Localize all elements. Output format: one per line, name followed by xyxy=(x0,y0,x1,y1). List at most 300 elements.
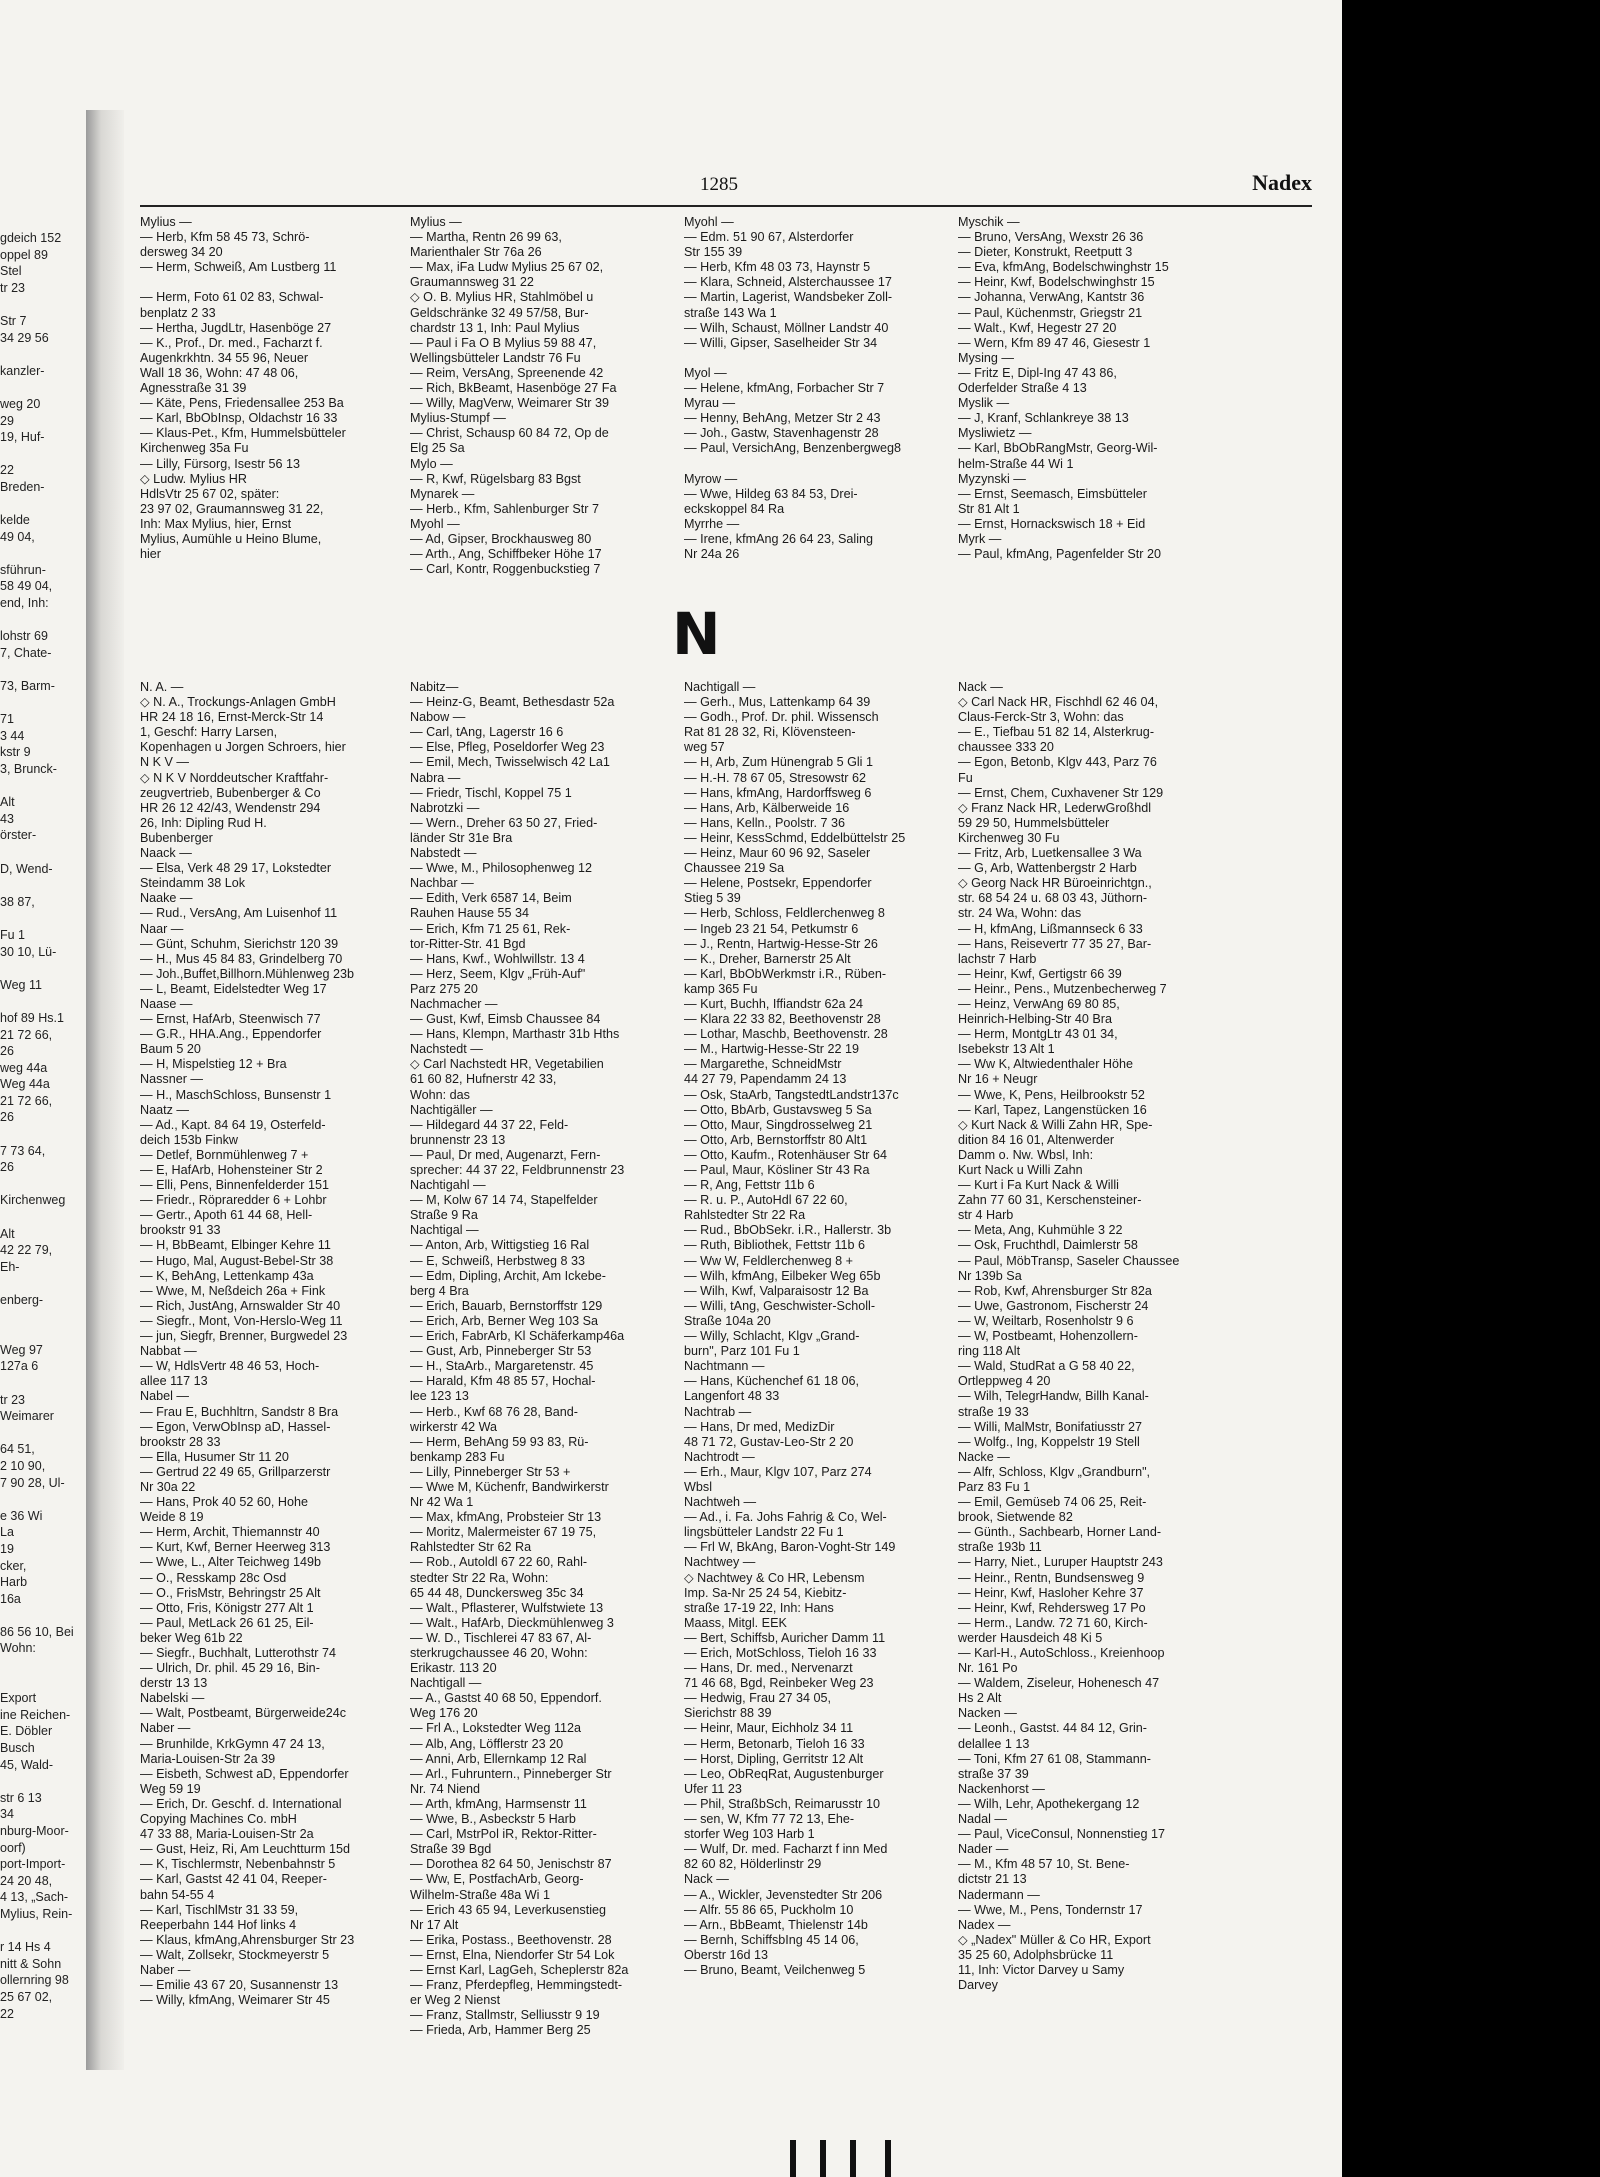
directory-entry-line: — Hans, kfmAng, Hardorffsweg 6 xyxy=(684,785,872,800)
directory-entry-line: — Emil, Gemüseb 74 06 25, Reit- xyxy=(958,1495,1147,1510)
directory-entry-line: Mynarek — xyxy=(410,486,475,501)
directory-entry-line: — Ad., Kapt. 84 64 19, Osterfeld- xyxy=(140,1117,326,1132)
directory-entry-line: Stieg 5 39 xyxy=(684,891,741,906)
directory-entry-line: 19 xyxy=(0,1541,14,1556)
directory-entry-line: Naase — xyxy=(140,996,193,1011)
directory-entry-line: — Carl, tAng, Lagerstr 16 6 xyxy=(410,725,564,740)
directory-entry-line: Nader — xyxy=(958,1842,1009,1857)
directory-entry-line: str. 68 54 24 u. 68 03 43, Jüthorn- xyxy=(958,891,1148,906)
directory-entry-line: — Heinr., Pens., Mutzenbecherweg 7 xyxy=(958,981,1167,996)
directory-entry-line: Augenkrkhtn. 34 55 96, Neuer xyxy=(140,350,309,365)
directory-entry-line: — Leo, ObReqRat, Augustenburger xyxy=(684,1766,884,1781)
directory-entry-line: weg 44a xyxy=(0,1060,48,1075)
directory-entry-line: — Herm, BehAng 59 93 83, Rü- xyxy=(410,1434,589,1449)
directory-entry-line: — Herm, Schweiß, Am Lustberg 11 xyxy=(140,260,337,275)
directory-entry-line: 44 27 79, Papendamm 24 13 xyxy=(684,1072,847,1087)
directory-entry-line: Nachtigall — xyxy=(684,680,756,694)
directory-entry-line: — K., Dreher, Barnerstr 25 Alt xyxy=(684,951,851,966)
directory-entry-line: ◇ Franz Nack HR, LederwGroßhdl xyxy=(958,800,1152,815)
header-rule xyxy=(140,205,1312,207)
directory-entry-line: lingsbütteler Landstr 22 Fu 1 xyxy=(684,1525,844,1540)
directory-entry-line: — Osk, Fruchthdl, Daimlerstr 58 xyxy=(958,1238,1138,1253)
directory-entry-line: 38 87, xyxy=(0,894,35,909)
directory-entry-line: dersweg 34 20 xyxy=(140,245,223,260)
directory-entry-line: straße 17-19 22, Inh: Hans xyxy=(684,1600,834,1615)
directory-entry-line: — Ernst, HafArb, Steenwisch 77 xyxy=(140,1012,321,1027)
directory-entry-line: ine Reichen- xyxy=(0,1707,71,1722)
directory-entry-line: Nachtigahl — xyxy=(410,1178,486,1193)
directory-entry-line: Langenfort 48 33 xyxy=(684,1389,780,1404)
directory-entry-line: Ortleppweg 4 20 xyxy=(958,1374,1051,1389)
directory-entry-line: ring 118 Alt xyxy=(958,1344,1021,1359)
directory-entry-line: 59 29 50, Hummelsbütteler xyxy=(958,815,1110,830)
directory-entry-line: Nabrotzki — xyxy=(410,800,480,815)
directory-entry-line: — Emilie 43 67 20, Susannenstr 13 xyxy=(140,1978,339,1993)
top-column-4 xyxy=(958,215,1220,562)
directory-entry-line: — Wwe, L., Alter Teichweg 149b xyxy=(140,1555,322,1570)
directory-entry-line: — Carl, MstrPol iR, Rektor-Ritter- xyxy=(410,1827,597,1842)
directory-entry-line: Kirchenweg 35a Fu xyxy=(140,441,249,456)
directory-entry-line: — Klaus-Pet., Kfm, Hummelsbütteler xyxy=(140,426,346,441)
directory-entry-line: ◇ Kurt Nack & Willi Zahn HR, Spe- xyxy=(958,1117,1153,1132)
directory-entry-line: — Paul, MetLack 26 61 25, Eil- xyxy=(140,1615,314,1630)
directory-entry-line: — Heinz, Maur 60 96 92, Saseler xyxy=(684,846,871,861)
directory-entry-line: Nr 30a 22 xyxy=(140,1479,196,1494)
directory-entry-line: — Hertha, JugdLtr, Hasenböge 27 xyxy=(140,320,332,335)
directory-entry-line: — Ernst, Seemasch, Eimsbütteler xyxy=(958,486,1147,501)
directory-entry-line: — H, Arb, Zum Hünengrab 5 Gli 1 xyxy=(684,755,873,770)
directory-entry-line: 25 67 02, xyxy=(0,1989,53,2004)
directory-entry-line: — Gerh., Mus, Lattenkamp 64 39 xyxy=(684,695,871,710)
directory-entry-line: — Waldem, Ziseleur, Hohenesch 47 xyxy=(958,1676,1160,1691)
directory-entry-line: — Herm., Landw. 72 71 60, Kirch- xyxy=(958,1615,1148,1630)
directory-entry-line: — Heinr, KessSchmd, Eddelbüttelstr 25 xyxy=(684,830,906,845)
directory-entry-line: — Alfr. 55 86 65, Puckholm 10 xyxy=(684,1902,854,1917)
directory-entry-line: — Eva, kfmAng, Bodelschwinghstr 15 xyxy=(958,260,1169,275)
directory-entry-line: — Erich, Arb, Berner Weg 103 Sa xyxy=(410,1313,599,1328)
directory-entry-line: — Otto, Kaufm., Rotenhäuser Str 64 xyxy=(684,1147,887,1162)
directory-entry-line: weg 57 xyxy=(684,740,725,755)
directory-entry-line: ◇ N. A., Trockungs-Anlagen GmbH xyxy=(140,695,336,710)
directory-entry-line: — Paul, ViceConsul, Nonnenstieg 17 xyxy=(958,1827,1165,1842)
directory-entry-line xyxy=(0,1657,86,1674)
directory-entry-line: 26, Inh: Dipling Rud H. xyxy=(140,815,267,830)
directory-entry-line xyxy=(0,1275,86,1292)
directory-entry-line: — Gust, Kwf, Eimsb Chaussee 84 xyxy=(410,1012,601,1027)
directory-entry-line: HR 24 18 16, Ernst-Merck-Str 14 xyxy=(140,710,324,725)
directory-entry-line: kstr 9 xyxy=(0,745,31,760)
directory-entry-line: Nackenhorst — xyxy=(958,1781,1045,1796)
bottom-column-2 xyxy=(410,680,672,2038)
directory-entry-line: — Friedr., Röpraredder 6 + Lohbr xyxy=(140,1193,327,1208)
directory-entry-line: chaussee 333 20 xyxy=(958,740,1054,755)
directory-entry-line: — Arth, kfmAng, Harmsenstr 11 xyxy=(410,1796,587,1811)
directory-entry-line: — Karl, BbObWerkmstr i.R., Rüben- xyxy=(684,966,887,981)
directory-entry-line: delallee 1 13 xyxy=(958,1736,1030,1751)
directory-entry-line: 2 10 90, xyxy=(0,1458,46,1473)
directory-entry-line: Myschik — xyxy=(958,215,1020,229)
directory-entry-line: — Frau E, Buchhltrn, Sandstr 8 Bra xyxy=(140,1404,339,1419)
directory-entry-line: Nadermann — xyxy=(958,1887,1040,1902)
directory-entry-line: Nachtweh — xyxy=(684,1495,757,1510)
directory-entry-line: Myzynski — xyxy=(958,471,1026,486)
directory-entry-line: — Siegfr., Buchhalt, Lutterothstr 74 xyxy=(140,1646,337,1660)
directory-entry-line: Weg 44a xyxy=(0,1077,50,1092)
directory-entry-line: — Hans, Klempn, Marthastr 31b Hths xyxy=(410,1027,620,1042)
punch-marks xyxy=(790,2140,920,2177)
directory-entry-line: enberg- xyxy=(0,1293,44,1307)
directory-entry-line: — Rob, Kwf, Ahrensburger Str 82a xyxy=(958,1283,1152,1298)
directory-entry-line: Bubenberger xyxy=(140,830,213,845)
directory-entry-line: — Ingeb 23 21 54, Petkumstr 6 xyxy=(684,921,859,936)
directory-entry-line: — Karl-H., AutoSchloss., Kreienhoop xyxy=(958,1646,1165,1660)
directory-entry-line: — H., MaschSchloss, Bunsenstr 1 xyxy=(140,1087,332,1102)
directory-entry-line: — Godh., Prof. Dr. phil. Wissensch xyxy=(684,710,879,725)
directory-entry-line: — Wald, StudRat a G 58 40 22, xyxy=(958,1359,1135,1374)
directory-entry-line: Straße 104a 20 xyxy=(684,1313,771,1328)
directory-entry-line: Sierichstr 88 39 xyxy=(684,1706,772,1721)
directory-entry-line: str 4 Harb xyxy=(958,1208,1014,1223)
directory-entry-line: Nabitz— xyxy=(410,680,459,694)
directory-entry-line: Kirchenweg xyxy=(0,1193,66,1208)
directory-entry-line: — Paul, Dr med, Augenarzt, Fern- xyxy=(410,1147,601,1162)
directory-entry-line: — Christ, Schausp 60 84 72, Op de xyxy=(410,426,609,441)
top-column-3 xyxy=(684,215,946,562)
directory-entry-line: Nabow — xyxy=(410,710,466,725)
directory-entry-line: Mylius-Stumpf — xyxy=(410,411,506,426)
directory-entry-line: D, Wend- xyxy=(0,861,53,876)
directory-entry-line: — Ernst, Elna, Niendorfer Str 54 Lok xyxy=(410,1947,615,1962)
directory-entry-line: — A., Gastst 40 68 50, Eppendorf. xyxy=(410,1691,602,1706)
directory-entry-line xyxy=(0,1773,86,1790)
directory-entry-line: derstr 13 13 xyxy=(140,1676,208,1691)
directory-entry-line: — Otto, Maur, Singdrosselweg 21 xyxy=(684,1117,873,1132)
directory-entry-line xyxy=(0,1491,86,1508)
directory-entry-line: Nachtmann — xyxy=(684,1359,765,1374)
directory-entry-line: — Paul, Maur, Kösliner Str 43 Ra xyxy=(684,1163,870,1177)
directory-entry-line: tr 23 xyxy=(0,280,26,295)
directory-entry-line: wirkerstr 42 Wa xyxy=(410,1419,497,1434)
directory-entry-line: — Alfr, Schloss, Klgv „Grandburn", xyxy=(958,1464,1151,1479)
directory-entry-line: Mylius, Aumühle u Heino Blume, xyxy=(140,531,322,546)
directory-entry-line: länder Str 31e Bra xyxy=(410,830,513,845)
directory-entry-line: — O., Resskamp 28c Osd xyxy=(140,1570,287,1585)
directory-entry-line: — Ww K, Altwiedenthaler Höhe xyxy=(958,1057,1133,1072)
directory-entry-line: Nr 42 Wa 1 xyxy=(410,1495,474,1510)
directory-entry-line: Copying Machines Co. mbH xyxy=(140,1812,297,1827)
directory-entry-line: — H, BbBeamt, Elbinger Kehre 11 xyxy=(140,1238,331,1253)
directory-entry-line: Nachstedt — xyxy=(410,1042,483,1057)
directory-entry-line: 24 20 48, xyxy=(0,1873,53,1888)
directory-entry-line: oppel 89 xyxy=(0,247,48,262)
directory-entry-line: — Ernst, Hornackswisch 18 + Eid xyxy=(958,516,1146,531)
directory-entry-line: — Uwe, Gastronom, Fischerstr 24 xyxy=(958,1298,1149,1313)
directory-entry-line: straße 143 Wa 1 xyxy=(684,305,777,320)
directory-entry-line: tr 23 xyxy=(0,1392,26,1407)
page-number: 1285 xyxy=(700,174,738,195)
directory-entry-line: — Edith, Verk 6587 14, Beim xyxy=(410,891,572,906)
directory-entry-line: 61 60 82, Hufnerstr 42 33, xyxy=(410,1072,557,1087)
directory-entry-line: Harb xyxy=(0,1575,28,1590)
directory-entry-line: — Horst, Dipling, Gerritstr 12 Alt xyxy=(684,1751,864,1766)
directory-entry-line xyxy=(0,960,86,977)
directory-entry-line: Nr. 74 Niend xyxy=(410,1781,481,1796)
directory-entry-line: 26 xyxy=(0,1044,14,1059)
directory-entry-line: Myol — xyxy=(684,365,727,380)
directory-entry-line: Breden- xyxy=(0,479,45,494)
directory-entry-line: Parz 83 Fu 1 xyxy=(958,1479,1031,1494)
directory-entry-line: 30 10, Lü- xyxy=(0,944,57,959)
directory-entry-line: — Ad., i. Fa. Johs Fahrig & Co, Wel- xyxy=(684,1510,887,1525)
directory-entry-line: Weide 8 19 xyxy=(140,1510,204,1525)
directory-entry-line: — Walt., Kwf, Hegestr 27 20 xyxy=(958,320,1117,335)
directory-entry-line: Nachmacher — xyxy=(410,996,498,1011)
directory-entry-line: Maria-Louisen-Str 2a 39 xyxy=(140,1751,276,1766)
directory-entry-line: — Fritz E, Dipl-Ing 47 43 86, xyxy=(958,365,1117,380)
directory-entry-line: — Willi, MalMstr, Bonifatiusstr 27 xyxy=(958,1419,1143,1434)
directory-entry-line: Elg 25 Sa xyxy=(410,441,465,456)
directory-entry-line xyxy=(0,446,86,463)
directory-entry-line: Nr 16 + Neugr xyxy=(958,1072,1038,1087)
directory-entry-line: — Karl, Tapez, Langenstücken 16 xyxy=(958,1102,1147,1117)
directory-entry-line: — Hans, Kwf., Wohlwillstr. 13 4 xyxy=(410,951,585,966)
directory-entry-line: HR 26 12 42/43, Wendenstr 294 xyxy=(140,800,321,815)
directory-entry-line: 7 90 28, Ul- xyxy=(0,1475,65,1490)
directory-entry-line: — Herb, Kfm 58 45 73, Schrö- xyxy=(140,230,310,245)
directory-entry-line: — Heinr, Kwf, Hasloher Kehre 37 xyxy=(958,1585,1144,1600)
directory-entry-line: — Klara, Schneid, Alsterchaussee 17 xyxy=(684,275,892,290)
directory-entry-line: Weg 59 19 xyxy=(140,1781,201,1796)
directory-entry-line: Myrk — xyxy=(958,531,1002,546)
directory-entry-line xyxy=(0,661,86,678)
directory-entry-line: N K V — xyxy=(140,755,189,770)
directory-entry-line: Nabel — xyxy=(140,1389,189,1404)
directory-entry-line: — L, Beamt, Eidelstedter Weg 17 xyxy=(140,981,327,996)
directory-entry-line: dition 84 16 01, Altenwerder xyxy=(958,1132,1115,1147)
directory-entry-line: 26 xyxy=(0,1160,14,1175)
directory-entry-line: Naake — xyxy=(140,891,193,906)
directory-entry-line: — Bruno, Beamt, Veilchenweg 5 xyxy=(684,1962,866,1977)
directory-entry-line: Hs 2 Alt xyxy=(958,1691,1002,1706)
directory-entry-line: 26 xyxy=(0,1110,14,1125)
directory-entry-line: — Willi, tAng, Geschwister-Scholl- xyxy=(684,1298,876,1313)
directory-entry-line: — R. u. P., AutoHdl 67 22 60, xyxy=(684,1193,848,1208)
directory-entry-line xyxy=(0,778,86,795)
directory-entry-line: — Ernst Karl, LagGeh, Scheplerstr 82a xyxy=(410,1962,629,1977)
bottom-column-1 xyxy=(140,680,402,2008)
directory-entry-line: — Walt., HafArb, Dieckmühlenweg 3 xyxy=(410,1615,614,1630)
directory-entry-line: — Wern., Dreher 63 50 27, Fried- xyxy=(410,815,598,830)
directory-entry-line: gdeich 152 xyxy=(0,231,62,245)
directory-entry-line: — Erich 43 65 94, Leverkusenstieg xyxy=(410,1902,607,1917)
directory-entry-line: — Herb., Kwf 68 76 28, Band- xyxy=(410,1404,579,1419)
directory-entry-line: — Karl, TischlMstr 31 33 59, xyxy=(140,1902,299,1917)
directory-entry-line: — M., Hartwig-Hesse-Str 22 19 xyxy=(684,1042,859,1057)
directory-entry-line: Nadex — xyxy=(958,1917,1011,1932)
directory-entry-line: Nadal — xyxy=(958,1812,1007,1827)
directory-entry-line: — Helene, Postsekr, Eppendorfer xyxy=(684,876,872,891)
page-header xyxy=(140,170,1312,200)
directory-entry-line: — Erika, Postass., Beethovenstr. 28 xyxy=(410,1932,612,1947)
directory-entry-line: — Wwe, M, Neßdeich 26a + Fink xyxy=(140,1283,326,1298)
directory-entry-line: — Otto, Arb, Bernstorffstr 80 Alt1 xyxy=(684,1132,868,1147)
directory-entry-line: 82 60 82, Hölderlinstr 29 xyxy=(684,1857,822,1872)
directory-entry-line xyxy=(0,1674,86,1691)
directory-entry-line: — E, HafArb, Hohensteiner Str 2 xyxy=(140,1163,323,1177)
directory-entry-line: — W, Postbeamt, Hohenzollern- xyxy=(958,1329,1138,1344)
directory-entry-line: — Hans, Arb, Kälberweide 16 xyxy=(684,800,850,815)
directory-entry-line: str 6 13 xyxy=(0,1790,42,1805)
directory-entry-line: — H.-H. 78 67 05, Stresowstr 62 xyxy=(684,770,866,785)
directory-entry-line: — Willy, Schlacht, Klgv „Grand- xyxy=(684,1329,860,1344)
directory-entry-line: 127a 6 xyxy=(0,1359,39,1374)
directory-entry-line: — Rich, JustAng, Arnswalder Str 40 xyxy=(140,1298,341,1313)
directory-entry-line: benkamp 283 Fu xyxy=(410,1449,505,1464)
directory-entry-line: Ufer 11 23 xyxy=(684,1781,742,1796)
directory-entry-line: Myohl — xyxy=(410,516,460,531)
directory-entry-line: r 14 Hs 4 xyxy=(0,1940,51,1955)
directory-entry-line: Naber — xyxy=(140,1721,191,1736)
directory-entry-line: Nachbar — xyxy=(410,876,474,891)
directory-entry-line: Wilhelm-Straße 48a Wi 1 xyxy=(410,1887,550,1902)
directory-entry-line: N. A. — xyxy=(140,680,184,694)
directory-entry-line: Kopenhagen u Jorgen Schroers, hier xyxy=(140,740,346,755)
directory-entry-line: 58 49 04, xyxy=(0,579,53,594)
directory-entry-line: — Ulrich, Dr. phil. 45 29 16, Bin- xyxy=(140,1661,320,1676)
directory-entry-line: — Harry, Niet., Luruper Hauptstr 243 xyxy=(958,1555,1163,1570)
directory-entry-line: — Anni, Arb, Ellernkamp 12 Ral xyxy=(410,1751,587,1766)
directory-entry-line: — G, Arb, Wattenbergstr 2 Harb xyxy=(958,861,1137,876)
directory-entry-line: Mylius — xyxy=(410,215,462,229)
directory-entry-line: — Elsa, Verk 48 29 17, Lokstedter xyxy=(140,861,332,876)
directory-entry-line: — Anton, Arb, Wittigstieg 16 Ral xyxy=(410,1238,590,1253)
directory-entry-line: — Moritz, Malermeister 67 19 75, xyxy=(410,1525,597,1540)
directory-entry-line: — Lilly, Fürsorg, Isestr 56 13 xyxy=(140,456,301,471)
directory-entry-line: sprecher: 44 37 22, Feldbrunnenstr 23 xyxy=(410,1163,625,1177)
directory-entry-line: — Leonh., Gastst. 44 84 12, Grin- xyxy=(958,1721,1148,1736)
directory-entry-line: 16a xyxy=(0,1591,21,1606)
directory-entry-line: — Dieter, Konstrukt, Reetputt 3 xyxy=(958,245,1133,260)
directory-entry-line: Eh- xyxy=(0,1259,20,1274)
directory-entry-line: — Rob., Autoldl 67 22 60, Rahl- xyxy=(410,1555,588,1570)
directory-entry-line: 71 46 68, Bgd, Reinbeker Weg 23 xyxy=(684,1676,874,1691)
directory-entry-line: — Edm. 51 90 67, Alsterdorfer xyxy=(684,230,854,245)
directory-entry-line xyxy=(0,1309,86,1326)
directory-entry-line: nburg-Moor- xyxy=(0,1824,69,1838)
directory-entry-line: ◇ „Nadex" Müller & Co HR, Export xyxy=(958,1932,1151,1947)
directory-entry-line: — Friedr, Tischl, Koppel 75 1 xyxy=(410,785,572,800)
directory-entry-line: lohstr 69 xyxy=(0,629,48,644)
directory-entry-line: — Wulf, Dr. med. Facharzt f inn Med xyxy=(684,1842,888,1857)
top-column-1 xyxy=(140,215,402,562)
directory-entry-line: beker Weg 61b 22 xyxy=(140,1630,243,1645)
directory-entry-line: Wall 18 36, Wohn: 47 48 06, xyxy=(140,365,299,380)
directory-entry-line: La xyxy=(0,1525,14,1540)
directory-entry-line: — K., Prof., Dr. med., Facharzt f. xyxy=(140,335,323,350)
directory-entry-line: — Herz, Seem, Klgv „Früh-Auf" xyxy=(410,966,586,981)
directory-entry-line: er Weg 2 Nienst xyxy=(410,1993,501,2008)
directory-entry-line: Myrrhe — xyxy=(684,516,740,531)
directory-entry-line: 73, Barm- xyxy=(0,679,55,694)
directory-entry-line: — Meta, Ang, Kuhmühle 3 22 xyxy=(958,1223,1123,1238)
directory-entry-line: brunnenstr 23 13 xyxy=(410,1132,506,1147)
directory-entry-line: — Frl A., Lokstedter Weg 112a xyxy=(410,1721,582,1736)
directory-entry-line: Stel xyxy=(0,264,22,279)
directory-entry-line: — Hans, Küchenchef 61 18 06, xyxy=(684,1374,860,1389)
directory-entry-line: Naack — xyxy=(140,846,192,861)
directory-entry-line: — Ad, Gipser, Brockhausweg 80 xyxy=(410,531,592,546)
directory-entry-line: — Franz, Stallmstr, Selliusstr 9 19 xyxy=(410,2008,600,2023)
directory-entry-line: — Erh., Maur, Klgv 107, Parz 274 xyxy=(684,1464,872,1479)
directory-entry-line: — Herb, Schloss, Feldlerchenweg 8 xyxy=(684,906,885,921)
directory-entry-line: Isebekstr 13 Alt 1 xyxy=(958,1042,1055,1057)
directory-entry-line xyxy=(0,695,86,712)
directory-entry-line: — Herb., Kfm, Sahlenburger Str 7 xyxy=(410,501,599,516)
directory-entry-line: Nr. 161 Po xyxy=(958,1661,1018,1676)
directory-entry-line: — Hans, Dr med, MedizDir xyxy=(684,1419,835,1434)
directory-entry-line: — Wwe, M., Philosophenweg 12 xyxy=(410,861,592,876)
directory-entry-line: 1, Geschf: Harry Larsen, xyxy=(140,725,278,740)
directory-entry-line: — Bernh, SchiffsbIng 45 14 06, xyxy=(684,1932,859,1947)
directory-entry-line: Chaussee 219 Sa xyxy=(684,861,785,876)
directory-entry-line: tor-Ritter-Str. 41 Bgd xyxy=(410,936,526,951)
directory-entry-line: 7, Chate- xyxy=(0,645,52,660)
directory-entry-line: brookstr 91 33 xyxy=(140,1223,221,1238)
directory-entry-line: 23 97 02, Graumannsweg 31 22, xyxy=(140,501,324,516)
directory-entry-line: Rahlstedter Str 62 Ra xyxy=(410,1540,532,1555)
directory-entry-line: — Detlef, Bornmühlenweg 7 + xyxy=(140,1147,309,1162)
directory-entry-line: kelde xyxy=(0,513,30,528)
directory-entry-line: — Walt., Pflasterer, Wulfstwiete 13 xyxy=(410,1600,604,1615)
directory-entry-line: — Toni, Kfm 27 61 08, Stammann- xyxy=(958,1751,1151,1766)
directory-entry-line: Nr 24a 26 xyxy=(684,547,740,562)
directory-entry-line: — Wilh, Lehr, Apothekergang 12 xyxy=(958,1796,1140,1811)
directory-entry-line: Marienthaler Str 76a 26 xyxy=(410,245,542,260)
directory-entry-line: ◇ O. B. Mylius HR, Stahlmöbel u xyxy=(410,290,594,305)
directory-entry-line: — Dorothea 82 64 50, Jenischstr 87 xyxy=(410,1857,612,1872)
directory-entry-line: 7 73 64, xyxy=(0,1143,46,1158)
directory-entry-line: — Arn., BbBeamt, Thielenstr 14b xyxy=(684,1917,868,1932)
directory-entry-line: Str 81 Alt 1 xyxy=(958,501,1020,516)
directory-entry-line: 21 72 66, xyxy=(0,1027,53,1042)
directory-entry-line: Nacken — xyxy=(958,1706,1017,1721)
directory-entry-line: — W, Weiltarb, Rosenholstr 9 6 xyxy=(958,1313,1134,1328)
directory-entry-line: — Erich, MotSchloss, Tieloh 16 33 xyxy=(684,1646,877,1660)
directory-entry-line: 43 xyxy=(0,811,14,826)
directory-entry-line: ◇ Georg Nack HR Büroeinrichtgn., xyxy=(958,876,1152,891)
directory-entry-line: — Osk, StaArb, TangstedtLandstr137c xyxy=(684,1087,899,1102)
directory-entry-line: hof 89 Hs.1 xyxy=(0,1010,64,1025)
directory-entry-line xyxy=(0,1209,86,1226)
directory-entry-line: 3, Brunck- xyxy=(0,762,57,776)
directory-entry-line: — Herb, Kfm 48 03 73, Haynstr 5 xyxy=(684,260,871,275)
directory-entry-line: 4 13, „Sach- xyxy=(0,1890,69,1905)
directory-entry-line: brookstr 28 33 xyxy=(140,1434,221,1449)
directory-entry-line xyxy=(0,910,86,927)
directory-entry-line: Nabbat — xyxy=(140,1344,197,1359)
directory-entry-line: — Gust, Arb, Pinneberger Str 53 xyxy=(410,1344,592,1359)
directory-entry-line: deich 153b Finkw xyxy=(140,1132,239,1147)
directory-entry-line: lachstr 7 Harb xyxy=(958,951,1037,966)
directory-entry-line: — Kurt, Kwf, Berner Heerweg 313 xyxy=(140,1540,331,1555)
directory-entry-line xyxy=(140,275,402,290)
directory-entry-line: — sen, W, Kfm 77 72 13, Ehe- xyxy=(684,1812,855,1827)
directory-entry-line: — M, Kolw 67 14 74, Stapelfelder xyxy=(410,1193,598,1208)
directory-entry-line: — Gertr., Apoth 61 44 68, Hell- xyxy=(140,1208,313,1223)
directory-entry-line: — Günth., Sachbearb, Horner Land- xyxy=(958,1525,1162,1540)
directory-entry-line: 86 56 10, Bei xyxy=(0,1624,74,1639)
directory-entry-line: — W, HdlsVertr 48 46 53, Hoch- xyxy=(140,1359,320,1374)
